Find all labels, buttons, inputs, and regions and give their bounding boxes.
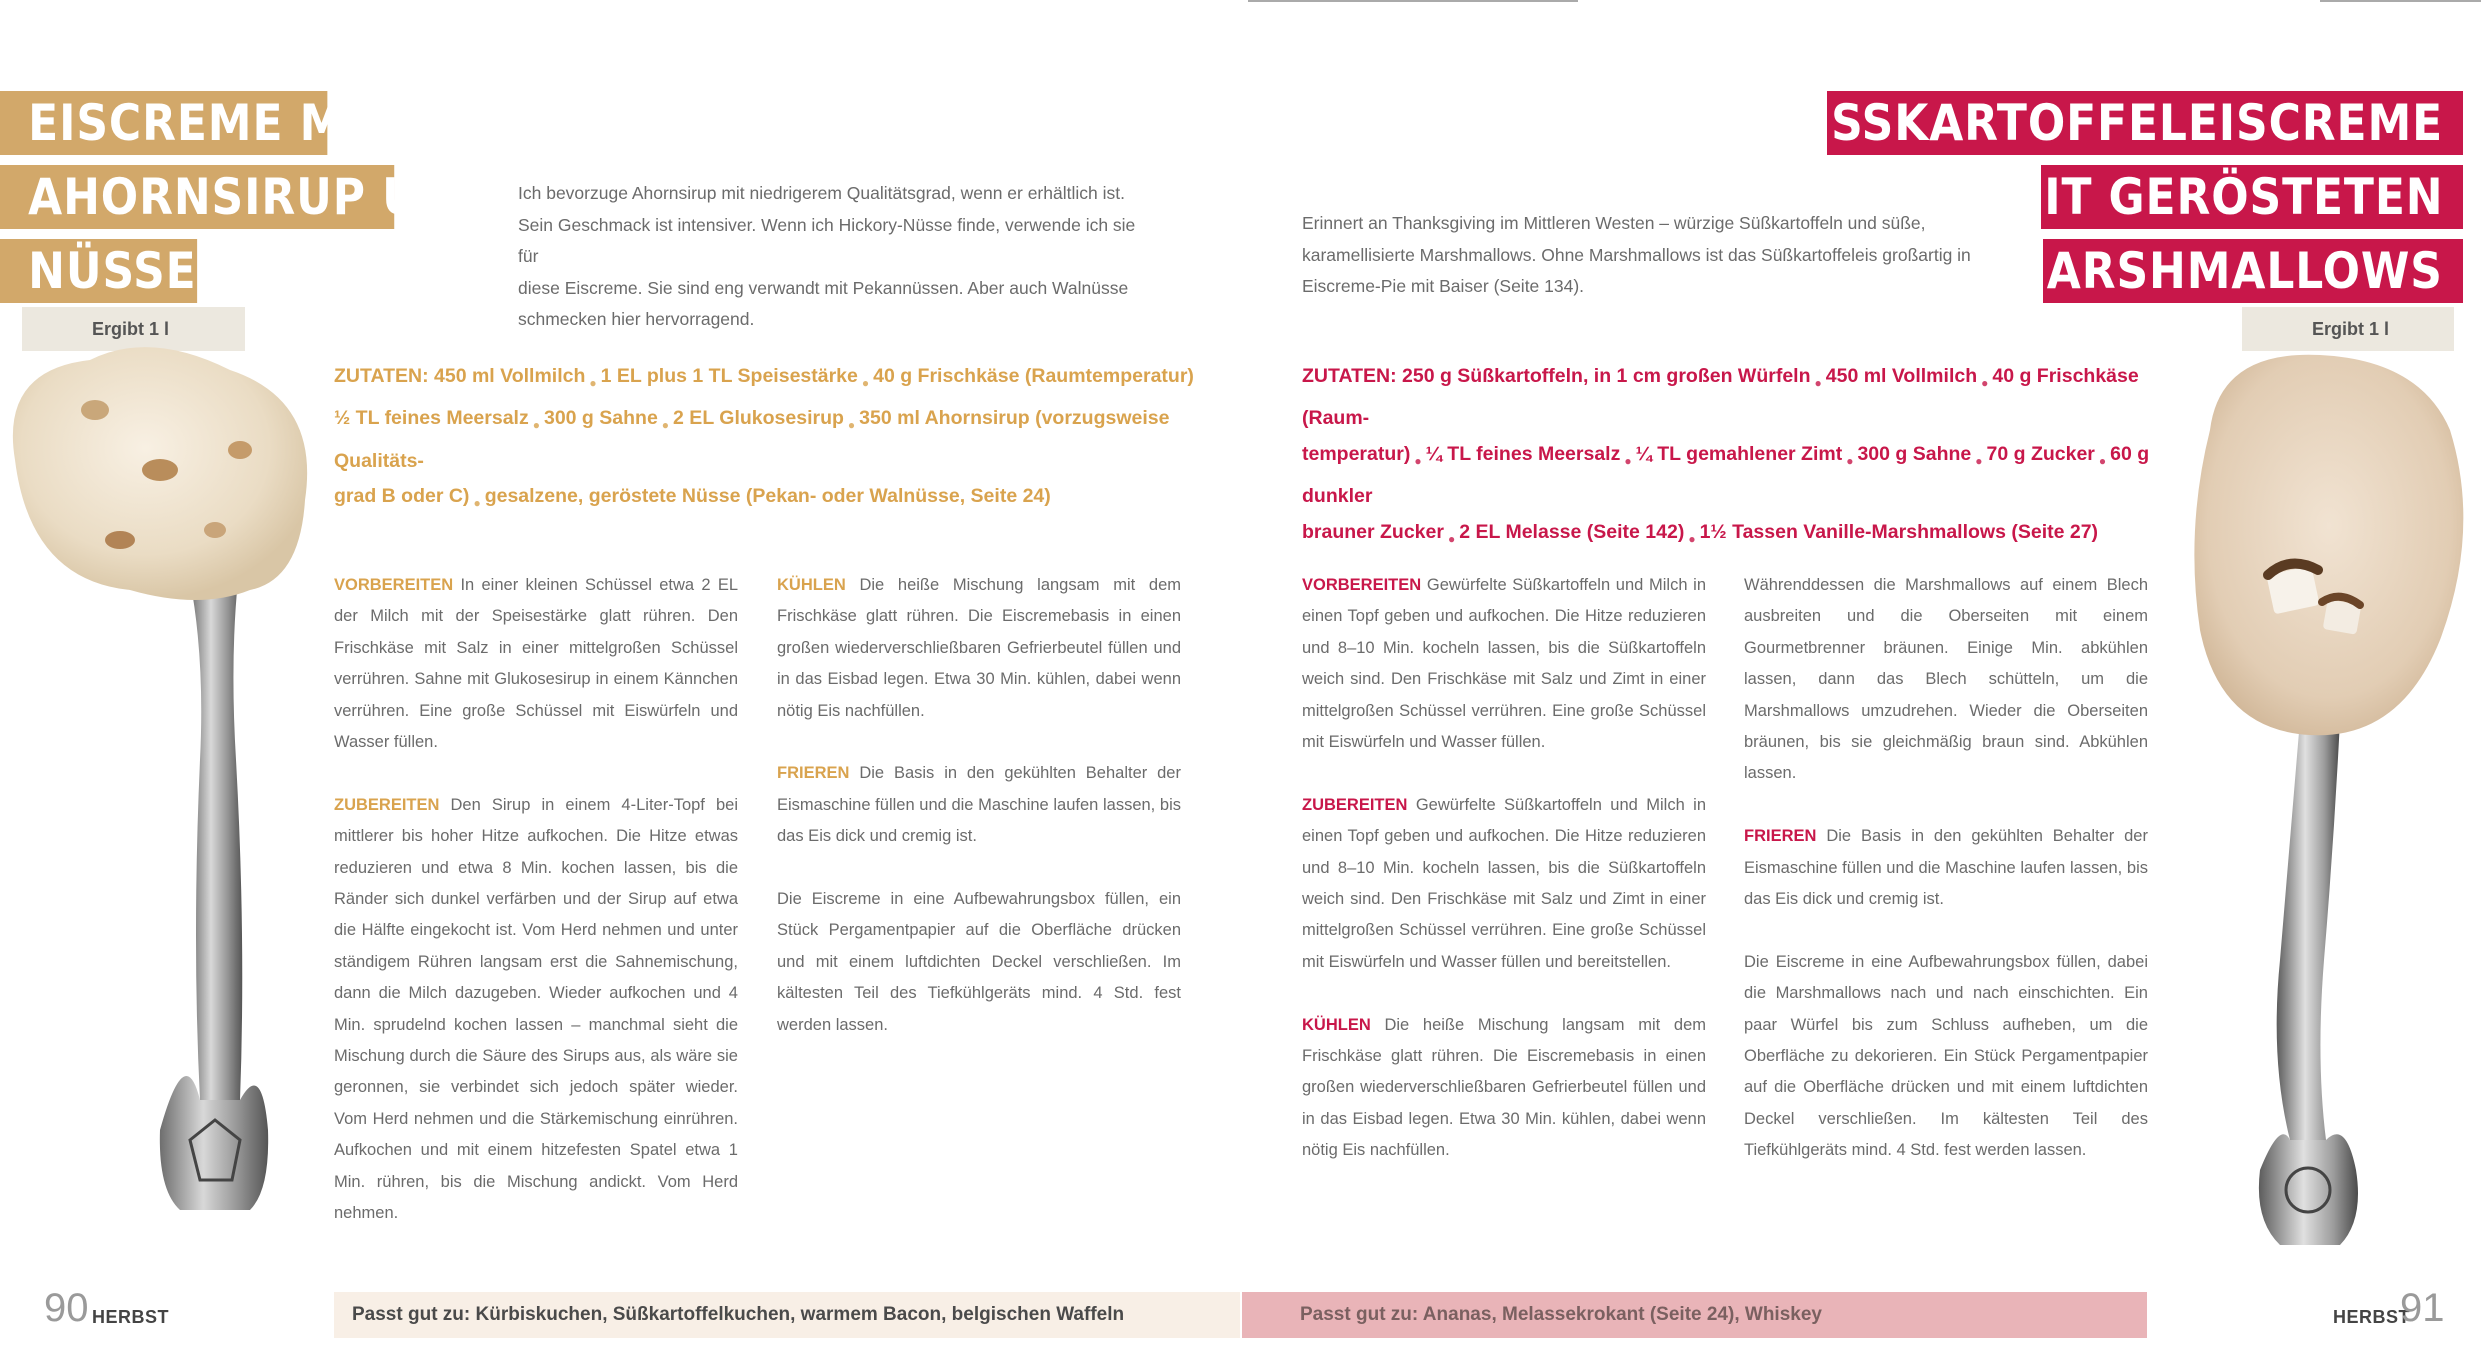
ingredients-line: temperatur) $_●$ ¼ TL feines Meersalz $_●$ ¼ TL gemahlener Zimt $_●$ 300 g Sahne $_●$ 70 g Zucker $_●$ 60 g dunkler: [1302, 442, 2150, 508]
left-method-column-1: [334, 570, 738, 1261]
method-step: VORBEREITEN In einer kleinen Schüssel etwa 2 EL der Milch mit der Speisestärke glatt rühren. Den Frischkäse mit Salz in einer mittelgroßen Schüssel verrühren. Sahne mit Glukosesirup in einem Kännchen verrühren. Eine große Schüssel mit Eiswürfeln und Wasser füllen.: [334, 576, 738, 752]
method-step: Die Eiscreme in eine Aufbewahrungsbox füllen, dabei die Marshmallows nach und nach einschichten. Ein paar Würfel bis zum Schluss aufheben, um die Oberfläche zu dekorieren. Ein Stück Pergamentpapier auf die Oberfläche drücken und mit einem luftdichten Deckel verschließen. Im kältesten Teil des Tiefkühlgeräts mind. 4 Std. fest werden lassen.: [1744, 952, 2148, 1160]
right-page-number: 91: [2400, 1286, 2445, 1330]
ingredients-line: ½ TL feines Meersalz $_●$ 300 g Sahne $_●$ 2 EL Glukosesirup $_●$ 350 ml Ahornsirup (vorzugsweise Qualitäts-: [334, 407, 1170, 472]
left-title-line-3: NÜSSEN: [0, 239, 197, 303]
left-footer-pairing: Passt gut zu: Kürbiskuchen, Süßkartoffelkuchen, warmem Bacon, belgischen Waffeln: [334, 1292, 1240, 1338]
yield-text: Ergibt 1 l: [2312, 318, 2390, 339]
left-page-number: 90: [44, 1286, 89, 1330]
method-step: KÜHLEN Die heiße Mischung langsam mit dem Frischkäse glatt rühren. Die Eiscremebasis in einen großen wiederverschließbaren Gefrierbeutel füllen und in das Eisbad legen. Etwa 30 Min. kühlen, dabei wenn nötig Eis nachfüllen.: [777, 576, 1182, 720]
right-ingredients: [1302, 359, 2162, 557]
top-rule-left: [1248, 0, 1578, 2]
left-method-column-2: [777, 570, 1181, 1072]
right-intro: Erinnert an Thanksgiving im Mittleren Westen – würzige Süßkartoffeln und süße, karamellisierte Marshmallows. Ohne Marshmallows ist das Süßkartoffeleis großartig in Eiscreme-Pie mit Baiser (Seite 134).: [1302, 213, 1971, 296]
right-section-label: HERBST: [2333, 1307, 2411, 1327]
yield-text: Ergibt 1 l: [92, 318, 170, 339]
left-section-label: HERBST: [92, 1307, 170, 1327]
left-intro: Ich bevorzuge Ahornsirup mit niedrigerem Qualitätsgrad, wenn er erhältlich ist. Sein Geschmack ist intensiver. Wenn ich Hickory-Nüsse finde, verwende ich sie für diese Eiscreme. Sie sind eng verwandt mit Pekannüssen. Aber auch Walnüsse schmecken hier hervorragend.: [518, 183, 1136, 329]
left-title-line-2: AHORNSIRUP UND: [0, 165, 394, 229]
method-step: ZUBEREITEN Gewürfelte Süßkartoffeln und Milch in einen Topf geben und aufkochen. Die Hitze reduzieren und 8–10 Min. kocheln lassen, bis die Süßkartoffeln weich sind. Den Frischkäse mit Salz und Zimt in einer mittelgroßen Schüssel verrühren. Eine große Schüssel mit Eiswürfeln und Wasser füllen und bereitstellen.: [1302, 795, 1706, 971]
method-step: KÜHLEN Die heiße Mischung langsam mit dem Frischkäse glatt rühren. Die Eiscremebasis in einen großen wiederverschließbaren Gefrierbeutel füllen und in das Eisbad legen. Etwa 30 Min. kühlen, dabei wenn nötig Eis nachfüllen.: [1302, 1015, 1707, 1160]
right-method-column-2: [1744, 570, 2148, 1198]
method-step: ZUBEREITEN Den Sirup in einem 4-Liter-Topf bei mittlerer bis hoher Hitze aufkochen. Die Hitze etwas reduzieren und etwa 8 Min. kochen lassen, bis die Ränder sich dunkel verfärben und der Sirup auf etwa die Hälfte eingekocht ist. Vom Herd nehmen und unter ständigem Rühren langsam erst die Sahnemischung, dann die Milch dazugeben. Wieder aufkochen und 4 Min. sprudelnd kochen lassen – manchmal sieht die Mischung durch die Säure des Sirups aus, als wäre sie geronnen, sie verbindet sich jedoch später wieder. Vom Herd nehmen und die Stärkemischung einrühren. Aufkochen und mit einem hitzefesten Spatel etwa 1 Min. rühren, bis die Mischung andickt. Vom Herd nehmen.: [334, 795, 738, 1223]
ingredients-line: grad B oder C) $_●$ gesalzene, geröstete Nüsse (Pekan- oder Walnüsse, Seite 24): [334, 485, 1051, 511]
ice-cream-marshmallow-spoon-image: [2150, 340, 2481, 1280]
method-step: FRIEREN Die Basis in den gekühlten Behalter der Eismaschine füllen und die Maschine laufen lassen, bis das Eis dick und cremig ist.: [1744, 827, 2148, 909]
right-footer-pairing: Passt gut zu: Ananas, Melassekrokant (Seite 24), Whiskey: [1242, 1292, 2147, 1338]
ingredients-line: ZUTATEN: 450 ml Vollmilch $_●$ 1 EL plus 1 TL Speisestärke $_●$ 40 g Frischkäse (Raumtemperatur): [334, 365, 1194, 390]
ice-cream-spoon-image: [0, 340, 320, 1220]
ingredients-line: ZUTATEN: 250 g Süßkartoffeln, in 1 cm großen Würfeln $_●$ 450 ml Vollmilch $_●$ 40 g Frischkäse (Raum-: [1302, 365, 2139, 430]
right-title-line-2: MIT GERÖSTETEN: [2041, 165, 2463, 229]
right-title-line-1: SÜSSKARTOFFELEISCREME: [1827, 91, 2463, 155]
method-step: VORBEREITEN Gewürfelte Süßkartoffeln und Milch in einen Topf geben und aufkochen. Die Hitze reduzieren und 8–10 Min. kocheln lassen, bis die Süßkartoffeln weich sind. Den Frischkäse mit Salz und Zimt in einer mittelgroßen Schüssel verrühren. Eine große Schüssel mit Eiswürfeln und Wasser füllen.: [1302, 576, 1706, 752]
method-step: Die Eiscreme in eine Aufbewahrungsbox füllen, ein Stück Pergamentpapier auf die Oberfläche drücken und mit einem luftdichten Deckel verschließen. Im kältesten Teil des Tiefkühlgeräts mind. 4 Std. fest werden lassen.: [777, 890, 1181, 1034]
method-step: FRIEREN Die Basis in den gekühlten Behalter der Eismaschine füllen und die Maschine laufen lassen, bis das Eis dick und cremig ist.: [777, 764, 1181, 846]
left-title-line-1: EISCREME MIT: [0, 91, 327, 155]
right-title-line-3: MARSHMALLOWS: [2043, 239, 2463, 303]
ingredients-line: brauner Zucker $_●$ 2 EL Melasse (Seite 142) $_●$ 1½ Tassen Vanille-Marshmallows (Seite 27): [1302, 520, 2099, 546]
method-step: Währenddessen die Marshmallows auf einem Blech ausbreiten und die Oberseiten mit einem Gourmetbrenner bräunen. Einige Min. abkühlen lassen, dann das Blech schütteln, um die Marshmallows umzudrehen. Wieder die Oberseiten bräunen, bis sie gleichmäßig braun sind. Abkühlen lassen.: [1744, 576, 2148, 783]
right-method-column-1: [1302, 570, 1706, 1198]
top-rule-right: [2320, 0, 2481, 2]
left-ingredients: [334, 359, 1214, 522]
